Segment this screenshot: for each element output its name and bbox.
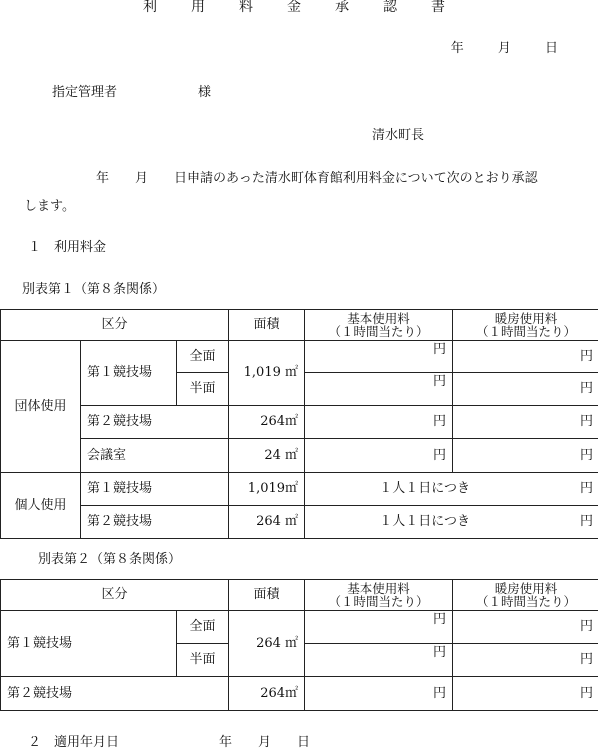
area-ind-arena-2: 264 ㎡: [229, 506, 305, 539]
heating-fee-cell: 円: [453, 611, 598, 644]
table-header-row: [1, 580, 598, 611]
fee-table-1: [0, 309, 598, 539]
basic-fee-cell: 円: [305, 677, 453, 711]
area-arena-2: 264㎡: [229, 677, 305, 711]
fee-table-2: [0, 579, 598, 711]
header-heating-fee: 暖房使用料 （１時間当たり）: [453, 580, 598, 611]
body-line-2: します。: [24, 200, 75, 213]
half-label: 半面: [177, 373, 229, 406]
area-arena-1: 264 ㎡: [229, 611, 305, 677]
heating-fee-cell: 円: [453, 644, 598, 677]
table-row: [1, 611, 598, 644]
arena-1-label: 第１競技場: [81, 341, 177, 406]
header-category: 区分: [1, 580, 229, 611]
group-use-label: 団体使用: [1, 341, 81, 473]
header-basic-fee: 基本使用料 （１時間当たり）: [305, 310, 453, 341]
area-arena-2: 264㎡: [229, 406, 305, 439]
basic-fee-cell: 円: [305, 406, 453, 439]
ind-arena-1-label: 第１競技場: [81, 473, 229, 506]
table-row: [1, 506, 598, 539]
arena-1-label: 第１競技場: [1, 611, 177, 677]
basic-fee-cell: 円: [305, 644, 453, 677]
basic-fee-cell: 円: [305, 439, 453, 473]
individual-use-label: 個人使用: [1, 473, 81, 539]
heating-fee-cell: 円: [453, 677, 598, 711]
area-meeting-room: 24 ㎡: [229, 439, 305, 473]
per-person-fee-cell: １人１日につき 円: [305, 506, 598, 539]
issue-date: 年 月 日: [451, 42, 558, 55]
half-label: 半面: [177, 644, 229, 677]
header-basic-fee: 基本使用料 （１時間当たり）: [305, 580, 453, 611]
heating-fee-cell: 円: [453, 406, 598, 439]
addressee-suffix: 様: [198, 86, 211, 99]
table-1-caption: 別表第１（第８条関係）: [22, 283, 165, 296]
issuer: 清水町長: [372, 129, 424, 142]
basic-fee-cell: 円: [305, 373, 453, 406]
table-row: [1, 473, 598, 506]
table-row: [1, 677, 598, 711]
full-label: 全面: [177, 611, 229, 644]
table-row: [1, 406, 598, 439]
header-area: 面積: [229, 580, 305, 611]
addressee: 指定管理者: [52, 86, 117, 99]
basic-fee-cell: 円: [305, 341, 453, 373]
document-title: 利 用 料 金 承 認 書: [0, 0, 598, 14]
table-row: [1, 341, 598, 373]
table-row: [1, 439, 598, 473]
section-2-heading: ２ 適用年月日 年 月 日: [28, 736, 310, 749]
arena-2-label: 第２競技場: [1, 677, 229, 711]
per-person-fee-cell: １人１日につき 円: [305, 473, 598, 506]
body-line-1: 年 月 日申請のあった清水町体育館利用料金について次のとおり承認: [96, 172, 538, 185]
ind-arena-2-label: 第２競技場: [81, 506, 229, 539]
table-2-caption: 別表第２（第８条関係）: [38, 553, 181, 566]
heating-fee-cell: 円: [453, 439, 598, 473]
table-header-row: [1, 310, 598, 341]
arena-2-label: 第２競技場: [81, 406, 229, 439]
header-area: 面積: [229, 310, 305, 341]
effective-date: 年 月 日: [219, 735, 310, 750]
area-arena-1: 1,019 ㎡: [229, 341, 305, 406]
basic-fee-cell: 円: [305, 611, 453, 644]
heating-fee-cell: 円: [453, 341, 598, 373]
area-ind-arena-1: 1,019㎡: [229, 473, 305, 506]
header-category: 区分: [1, 310, 229, 341]
section-1-heading: １ 利用料金: [28, 241, 106, 254]
heating-fee-cell: 円: [453, 373, 598, 406]
header-heating-fee: 暖房使用料 （１時間当たり）: [453, 310, 598, 341]
meeting-room-label: 会議室: [81, 439, 229, 473]
full-label: 全面: [177, 341, 229, 373]
